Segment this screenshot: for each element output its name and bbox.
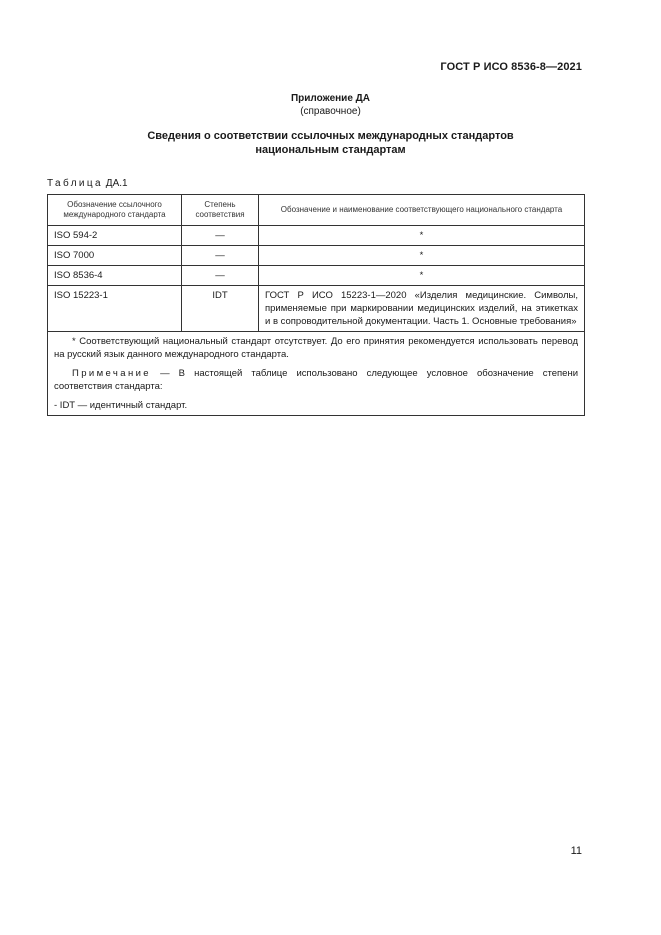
- document-standard-code: ГОСТ Р ИСО 8536-8—2021: [440, 61, 582, 73]
- annex-subtitle: (справочное): [300, 106, 361, 117]
- cell-national: ГОСТ Р ИСО 15223-1—2020 «Изделия медицинские. Символы, применяемые при маркировании медицинских изделий, на этикетках и в сопроводительной документации. Часть 1. Основные требования»: [259, 286, 585, 332]
- cell-standard: ISO 7000: [48, 246, 182, 266]
- cell-national: *: [259, 226, 585, 246]
- table-note-item: - IDT — идентичный стандарт.: [54, 400, 188, 411]
- column-header-international-standard: Обозначение ссылочного международного стандарта: [48, 195, 182, 226]
- table-note: [54, 367, 578, 393]
- cell-degree: —: [182, 246, 259, 266]
- annex-header: [0, 92, 661, 118]
- table-note-label: Примечание: [72, 368, 151, 379]
- section-heading-line-2: национальным стандартам: [255, 144, 406, 156]
- table-caption-word: Таблица: [47, 178, 104, 189]
- table-row: [48, 246, 585, 266]
- page-number: 11: [570, 845, 582, 857]
- section-heading-line-1: Сведения о соответствии ссылочных международных стандартов: [147, 130, 514, 142]
- column-header-degree: Степень соответствия: [182, 195, 259, 226]
- section-heading: [0, 129, 661, 157]
- annex-title: Приложение ДА: [290, 93, 371, 104]
- cell-standard: ISO 594-2: [48, 226, 182, 246]
- cell-national: *: [259, 246, 585, 266]
- table-caption: [47, 178, 128, 189]
- column-header-national-standard: Обозначение и наименование соответствующего национального стандарта: [259, 195, 585, 226]
- table-row: [48, 286, 585, 332]
- table-header-row: [48, 195, 585, 226]
- table-footnote: * Соответствующий национальный стандарт отсутствует. До его принятия рекомендуется использовать перевод на русский язык данного международного стандарта.: [54, 336, 578, 360]
- cell-national: *: [259, 266, 585, 286]
- table-row: [48, 226, 585, 246]
- cell-degree: —: [182, 226, 259, 246]
- table-footnote-cell: [48, 332, 585, 416]
- cell-degree: —: [182, 266, 259, 286]
- table-note-text: — В настоящей таблице использовано следующее условное обозначение степени соответствия стандарта:: [54, 368, 578, 392]
- cell-degree: IDT: [182, 286, 259, 332]
- cell-standard: ISO 15223-1: [48, 286, 182, 332]
- correspondence-table: [47, 194, 585, 416]
- table-footnote-row: [48, 332, 585, 416]
- table-caption-number: ДА.1: [105, 178, 128, 189]
- cell-standard: ISO 8536-4: [48, 266, 182, 286]
- table-row: [48, 266, 585, 286]
